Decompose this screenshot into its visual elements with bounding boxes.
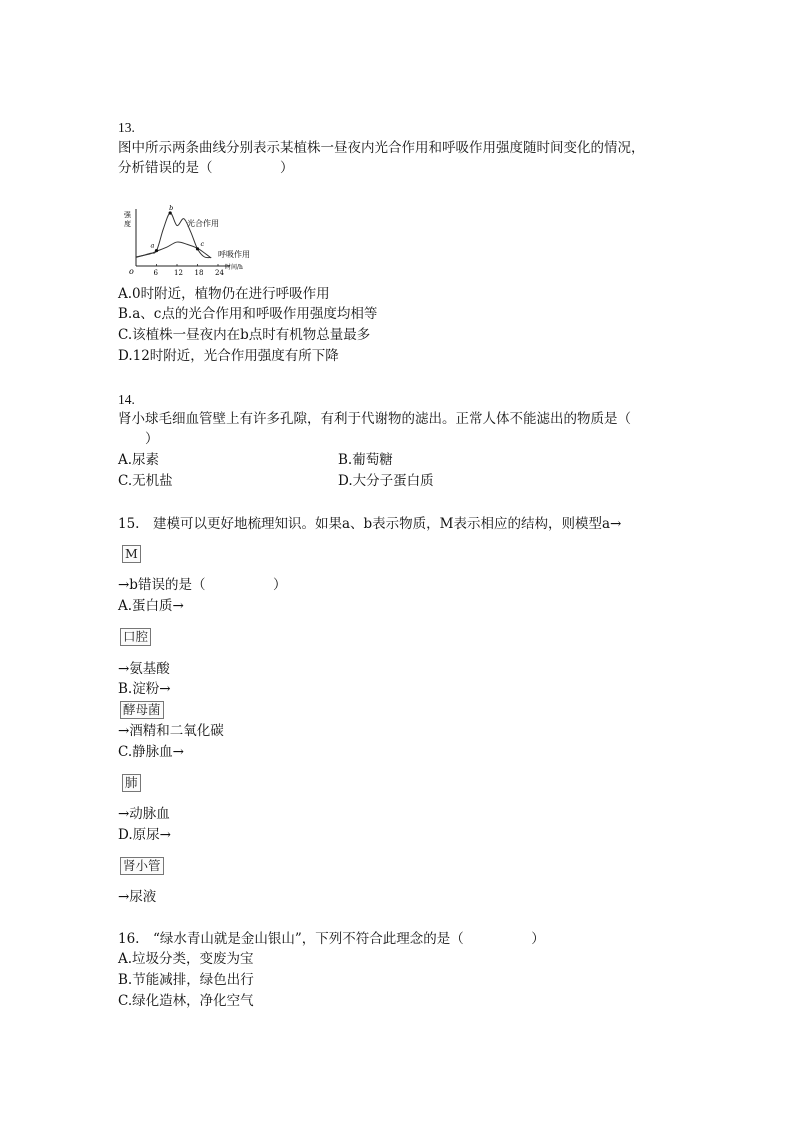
chart-point-label-c: c xyxy=(200,239,205,248)
q15-option-a-suffix: →氨基酸 xyxy=(118,661,170,677)
q14-stem-line2: ） xyxy=(118,431,159,447)
q15-stem: 15. 建模可以更好地梳理知识。如果a、b表示物质，M表示相应的结构，则模型a→ xyxy=(118,516,622,532)
chart-x-tick-label: 18 xyxy=(194,269,204,277)
q16-option-c[interactable]: C.绿化造林，净化空气 xyxy=(118,993,254,1009)
q16-option-b[interactable]: B.节能减排，绿色出行 xyxy=(118,972,254,988)
q13-option-b[interactable]: B.a、c点的光合作用和呼吸作用强度均相等 xyxy=(118,306,378,322)
q14-option-b[interactable]: B.葡萄糖 xyxy=(338,452,393,468)
q13-chart xyxy=(118,204,268,280)
q14-stem-line1: 肾小球毛细血管壁上有许多孔隙，有利于代谢物的滤出。正常人体不能滤出的物质是（ xyxy=(118,411,631,427)
chart-series-label-respiration: 呼吸作用 xyxy=(218,250,250,259)
q15-option-c-box: 肺 xyxy=(122,774,141,792)
q13-stem-line2: 分析错误的是（ ） xyxy=(118,160,294,176)
chart-series-label-photosynthesis: 光合作用 xyxy=(187,219,219,228)
q15-option-a-prefix[interactable]: A.蛋白质→ xyxy=(118,598,184,614)
q15-stem-tail: →b错误的是（ ） xyxy=(118,577,287,593)
chart-x-tick-label: 6 xyxy=(153,269,158,277)
q15-option-d-suffix: →尿液 xyxy=(118,889,157,905)
q13-stem-line1: 图中所示两条曲线分别表示某植株一昼夜内光合作用和呼吸作用强度随时间变化的情况， xyxy=(118,140,645,156)
q16-stem: 16. “绿水青山就是金山银山”，下列不符合此理念的是（ ） xyxy=(118,931,545,947)
q14-option-d[interactable]: D.大分子蛋白质 xyxy=(338,473,434,489)
q15-option-d-prefix[interactable]: D.原尿→ xyxy=(118,827,171,843)
chart-x-tick-label: 12 xyxy=(174,269,183,277)
q15-option-c-prefix[interactable]: C.静脉血→ xyxy=(118,744,184,760)
chart-point-c xyxy=(196,247,199,250)
chart-ylabel-char2: 度 xyxy=(124,220,131,228)
q13-number: 13. xyxy=(118,120,135,135)
q13-option-a[interactable]: A.0时附近，植物仍在进行呼吸作用 xyxy=(118,286,330,302)
q14-number: 14. xyxy=(118,392,135,407)
q15-option-a-box: 口腔 xyxy=(120,628,151,646)
q14-option-a[interactable]: A.尿素 xyxy=(118,452,160,468)
q15-option-b-box: 酵母菌 xyxy=(120,701,164,719)
q16-option-a[interactable]: A.垃圾分类，变废为宝 xyxy=(118,951,254,967)
chart-point-label-b: b xyxy=(169,204,174,212)
q15-model-box: M xyxy=(122,545,141,563)
q14-option-c[interactable]: C.无机盐 xyxy=(118,473,173,489)
q15-option-c-suffix: →动脉血 xyxy=(118,806,170,822)
q15-option-b-suffix: →酒精和二氧化碳 xyxy=(118,723,224,739)
chart-point-label-a: a xyxy=(150,241,155,250)
chart-xlabel: 时间/h xyxy=(225,264,243,271)
chart-point-a xyxy=(155,249,158,252)
q13-option-c[interactable]: C.该植株一昼夜内在b点时有机物总量最多 xyxy=(118,327,371,343)
chart-ylabel-char1: 强 xyxy=(124,211,131,219)
chart-x-tick-label: 24 xyxy=(215,269,224,277)
chart-origin-label: o xyxy=(129,267,134,276)
q15-option-d-box: 肾小管 xyxy=(120,857,164,875)
q15-option-b-prefix[interactable]: B.淀粉→ xyxy=(118,681,171,697)
q13-option-d[interactable]: D.12时附近，光合作用强度有所下降 xyxy=(118,348,339,364)
